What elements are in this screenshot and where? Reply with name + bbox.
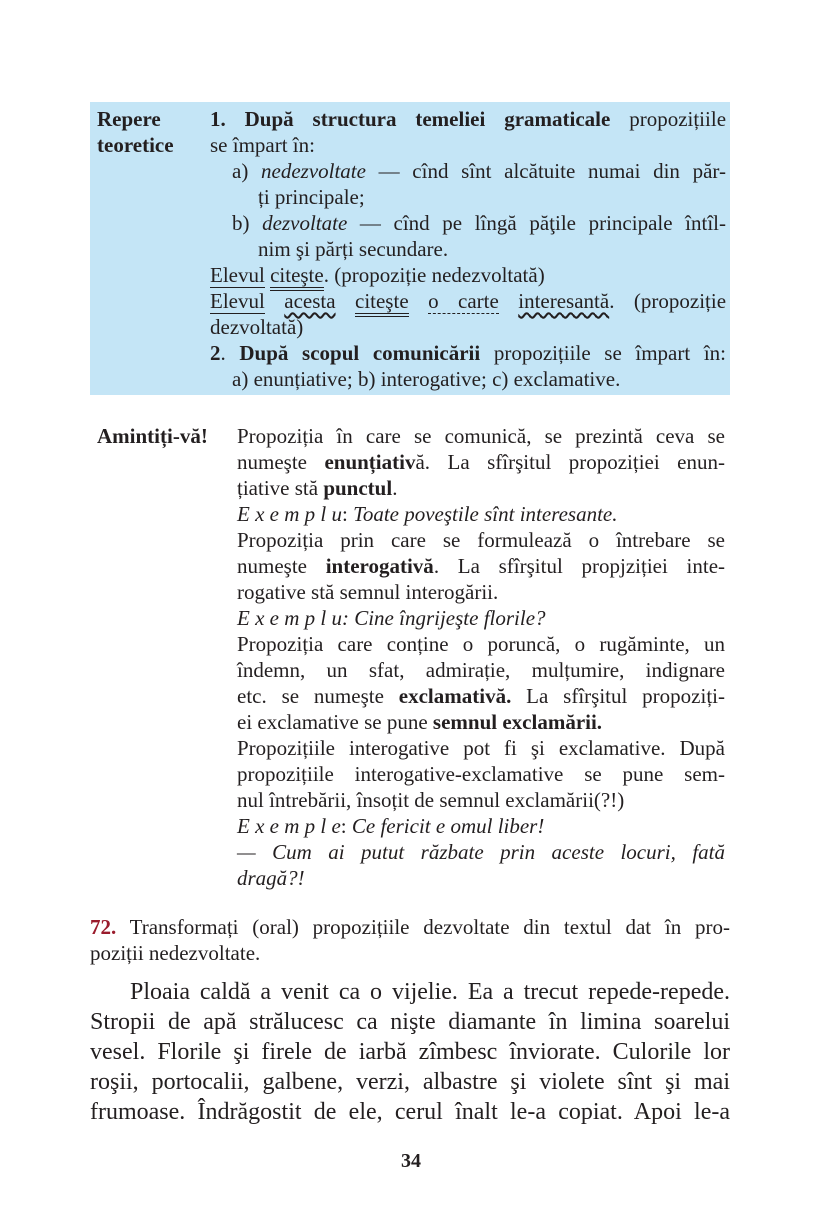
theory-point-1: 1. După structura temeliei gramaticale propozițiile [210, 107, 727, 131]
remember-label: Amintiți-vă! [97, 424, 208, 448]
subject-underline: Elevul [210, 263, 265, 287]
exercise-72: 72. Transformați (oral) propozițiile dezvoltate din textul dat în pro- poziții nedezvoltate. [90, 915, 730, 965]
theory-point-1a: a) nedezvoltate — cînd sînt alcătuite numai din păr- [232, 159, 726, 183]
theory-example-2: Elevul acesta citeşte o carte interesantă. (propoziție [210, 288, 726, 314]
example-1: E x e m p l u: Toate poveştile sînt interesante. [237, 502, 618, 526]
exercise-number: 72. [90, 915, 117, 939]
complement-underline: o carte [428, 289, 499, 313]
example-2: E x e m p l u: Cine îngrijeşte florile? [237, 606, 546, 630]
remember-text: Propoziția în care se comunică, se prezintă ceva se numeşte enunțiativă. La sfîrşitul propoziției enun- țiative stă punctul. E x e m p l u: Toate poveştile sînt interesante. Propoziția prin care se formulează o întrebare se numeşte interogativă. La sfîrşitul propjziției inte- rogative stă semnul interogării. E x e m p l u: Cine îngrijeşte florile? Propoziția care conține o poruncă, o rugăminte, un îndemn, un sfat, admirație, mulțumire, indignare etc. se numeşte exclamativă. La sfîrşitul propoziți- ei exclamative se pune semnul exclamării. Propozițiile interogative pot fi şi exclamative. După propozițiile interogative-exclamative se pune sem- nul întrebării, însoțit de semnul exclamării(?!) E x e m p l e: Ce fericit e omul liber! — Cum ai putut răzbate prin aceste locuri, fată dragă?! [237, 424, 726, 890]
story-text: Ploaia caldă a venit ca o vijelie. Ea a trecut repede-repede. Stropii de apă strălucesc ca nişte diamante în limina soarelui vesel. Florile şi firele de iarbă zîmbesc înviorate. Culorile lor roşii, portocalii, galbene, verzi, albastre şi violete sînt şi mai frumoase. Îndrăgostit de ele, cerul înalt le-a copiat. Apoi le-a [90, 979, 730, 1125]
example-4: — Cum ai putut răzbate prin aceste locuri, fată [237, 840, 725, 864]
theory-point-1b: b) dezvoltate — cînd pe lîngă păţile principale întîl- [232, 211, 727, 235]
subject-underline: Elevul [210, 289, 265, 313]
theory-box [90, 102, 730, 395]
attribute-underline: acesta [284, 289, 336, 313]
example-3: E x e m p l e: Ce fericit e omul liber! [237, 814, 545, 838]
predicate-underline: citeşte [270, 263, 324, 291]
theory-box-label: Repere teoretice [97, 107, 174, 157]
theory-example-1: Elevul citeşte. (propoziție nedezvoltată) [210, 262, 726, 288]
attribute-underline: interesantă [518, 289, 610, 313]
theory-box-text: 1. După structura temeliei gramaticale propozițiile se împart în: a) nedezvoltate — cînd sînt alcătuite numai din păr- ți principale; b) dezvoltate — cînd pe lîngă păţile principale întîl- nim şi părți secundare. Elevul citeşte. (propoziție nedezvoltată) Elevul acesta citeşte o carte interesantă. (propoziție dezvoltată) 2. După scopul comunicării propozițiile se împart în: a) enunțiative; b) interogative; c) exclamative. [210, 107, 727, 391]
predicate-underline: citeşte [355, 289, 409, 317]
page-number: 34 [401, 1150, 421, 1172]
theory-point-2: 2. După scopul comunicării propozițiile se împart în: [210, 341, 727, 365]
